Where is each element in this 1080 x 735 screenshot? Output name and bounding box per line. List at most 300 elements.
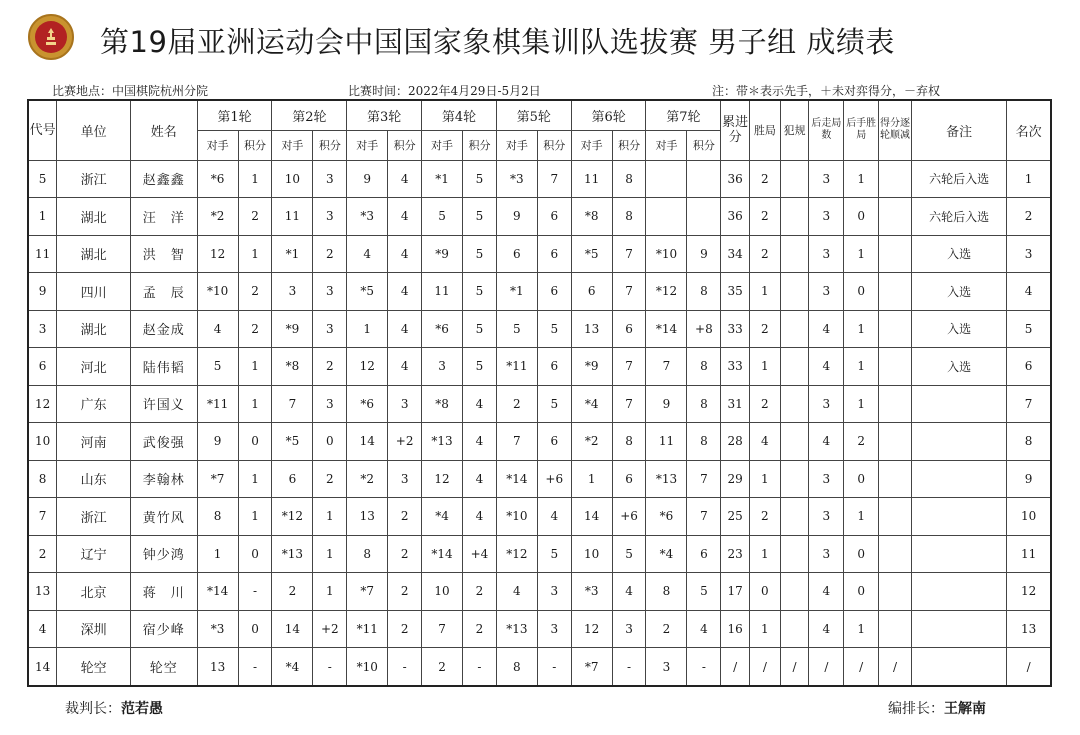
- header-opponent: 对手: [347, 130, 388, 160]
- second-wins-cell: 1: [844, 235, 879, 273]
- unit-cell: 深圳: [57, 610, 131, 648]
- points-cell: 0: [238, 610, 272, 648]
- second-games-cell: 4: [809, 310, 844, 348]
- opponent-cell: *8: [272, 348, 313, 386]
- rank-cell: 2: [1007, 198, 1051, 236]
- points-cell: 4: [388, 235, 422, 273]
- second-wins-cell: 0: [844, 535, 879, 573]
- second-wins-cell: 1: [844, 310, 879, 348]
- remark-cell: [911, 385, 1006, 423]
- arranger-name: 王解南: [944, 701, 986, 717]
- header-code: 代号: [28, 100, 57, 160]
- code-cell: 5: [28, 160, 57, 198]
- points-cell: 2: [238, 273, 272, 311]
- opponent-cell: *5: [272, 423, 313, 461]
- points-cell: 7: [687, 460, 721, 498]
- wins-cell: 2: [749, 160, 780, 198]
- opponent-cell: 12: [347, 348, 388, 386]
- points-cell: 3: [313, 198, 347, 236]
- points-cell: 8: [612, 198, 646, 236]
- header-round: 第7轮: [646, 100, 721, 130]
- second-wins-cell: 0: [844, 198, 879, 236]
- opponent-cell: 5: [496, 310, 537, 348]
- location-text: 比赛地点：中国棋院杭州分院: [52, 84, 209, 98]
- fouls-cell: [780, 235, 809, 273]
- chief-referee-name: 范若愚: [121, 701, 163, 717]
- remark-cell: [911, 573, 1006, 611]
- second-wins-cell: /: [844, 648, 879, 687]
- points-cell: 6: [537, 198, 571, 236]
- points-cell: 5: [463, 160, 497, 198]
- fouls-cell: [780, 160, 809, 198]
- header-points: 积分: [687, 130, 721, 160]
- table-row: [28, 610, 1051, 648]
- wins-cell: 2: [749, 235, 780, 273]
- remark-cell: [911, 535, 1006, 573]
- opponent-cell: 8: [646, 573, 687, 611]
- name-cell: 许国义: [130, 385, 197, 423]
- rank-cell: 10: [1007, 498, 1051, 536]
- score-reduce-cell: [879, 423, 912, 461]
- header-second-games: 后走局数: [809, 100, 844, 160]
- points-cell: 8: [612, 160, 646, 198]
- points-cell: 4: [463, 460, 497, 498]
- code-cell: 14: [28, 648, 57, 687]
- points-cell: 0: [313, 423, 347, 461]
- opponent-cell: *10: [197, 273, 238, 311]
- header-opponent: 对手: [422, 130, 463, 160]
- code-cell: 2: [28, 535, 57, 573]
- points-cell: 6: [687, 535, 721, 573]
- opponent-cell: 12: [422, 460, 463, 498]
- code-cell: 3: [28, 310, 57, 348]
- opponent-cell: 4: [347, 235, 388, 273]
- code-cell: 13: [28, 573, 57, 611]
- opponent-cell: *1: [422, 160, 463, 198]
- score-reduce-cell: /: [879, 648, 912, 687]
- total-cell: 17: [721, 573, 750, 611]
- points-cell: 6: [612, 310, 646, 348]
- unit-cell: 浙江: [57, 498, 131, 536]
- points-cell: 1: [313, 535, 347, 573]
- rank-cell: 5: [1007, 310, 1051, 348]
- remark-cell: 六轮后入选: [911, 160, 1006, 198]
- points-cell: 3: [537, 573, 571, 611]
- wins-cell: 1: [749, 273, 780, 311]
- points-cell: 8: [687, 348, 721, 386]
- chief-referee-label: 裁判长：: [65, 701, 121, 717]
- points-cell: 2: [238, 198, 272, 236]
- total-cell: 34: [721, 235, 750, 273]
- wins-cell: 2: [749, 498, 780, 536]
- header-opponent: 对手: [571, 130, 612, 160]
- remark-cell: [911, 610, 1006, 648]
- opponent-cell: *9: [272, 310, 313, 348]
- chief-referee: [65, 698, 163, 718]
- points-cell: 0: [238, 423, 272, 461]
- time-text: 比赛时间：2022年4月29日-5月2日: [348, 84, 541, 98]
- points-cell: -: [687, 648, 721, 687]
- table-row: [28, 273, 1051, 311]
- opponent-cell: 14: [571, 498, 612, 536]
- points-cell: 4: [388, 348, 422, 386]
- header-opponent: 对手: [496, 130, 537, 160]
- points-cell: 4: [687, 610, 721, 648]
- opponent-cell: *11: [496, 348, 537, 386]
- table-row: [28, 460, 1051, 498]
- opponent-cell: *14: [422, 535, 463, 573]
- total-cell: 28: [721, 423, 750, 461]
- remark-cell: 六轮后入选: [911, 198, 1006, 236]
- points-cell: -: [612, 648, 646, 687]
- name-cell: 陆伟韬: [130, 348, 197, 386]
- points-cell: +6: [537, 460, 571, 498]
- code-cell: 7: [28, 498, 57, 536]
- arranger: [888, 698, 986, 718]
- points-cell: 4: [463, 385, 497, 423]
- opponent-cell: *7: [571, 648, 612, 687]
- opponent-cell: *1: [496, 273, 537, 311]
- opponent-cell: 10: [571, 535, 612, 573]
- rank-cell: 11: [1007, 535, 1051, 573]
- second-games-cell: 3: [809, 498, 844, 536]
- wins-cell: 4: [749, 423, 780, 461]
- opponent-cell: *4: [646, 535, 687, 573]
- points-cell: 4: [612, 573, 646, 611]
- points-cell: +2: [388, 423, 422, 461]
- points-cell: 2: [388, 498, 422, 536]
- table-row: [28, 348, 1051, 386]
- opponent-cell: *10: [646, 235, 687, 273]
- fouls-cell: [780, 423, 809, 461]
- unit-cell: 湖北: [57, 235, 131, 273]
- points-cell: [687, 198, 721, 236]
- opponent-cell: 2: [422, 648, 463, 687]
- code-cell: 1: [28, 198, 57, 236]
- score-reduce-cell: [879, 198, 912, 236]
- opponent-cell: *1: [272, 235, 313, 273]
- points-cell: 5: [463, 198, 497, 236]
- remark-cell: [911, 648, 1006, 687]
- unit-cell: 湖北: [57, 310, 131, 348]
- name-cell: 钟少鸿: [130, 535, 197, 573]
- points-cell: 2: [313, 235, 347, 273]
- unit-cell: 湖北: [57, 198, 131, 236]
- fouls-cell: [780, 573, 809, 611]
- points-cell: 1: [238, 385, 272, 423]
- table-row: [28, 235, 1051, 273]
- header-score-reduce: 得分逐轮顺减: [879, 100, 912, 160]
- wins-cell: 1: [749, 348, 780, 386]
- points-cell: 2: [313, 460, 347, 498]
- score-reduce-cell: [879, 348, 912, 386]
- second-games-cell: 4: [809, 423, 844, 461]
- opponent-cell: *13: [272, 535, 313, 573]
- points-cell: 6: [537, 348, 571, 386]
- table-row: [28, 573, 1051, 611]
- total-cell: 16: [721, 610, 750, 648]
- points-cell: -: [238, 573, 272, 611]
- score-reduce-cell: [879, 310, 912, 348]
- total-cell: 36: [721, 160, 750, 198]
- opponent-cell: *4: [571, 385, 612, 423]
- opponent-cell: *5: [571, 235, 612, 273]
- opponent-cell: 3: [272, 273, 313, 311]
- header-total: 累进分: [721, 100, 750, 160]
- opponent-cell: 3: [422, 348, 463, 386]
- points-cell: 3: [388, 460, 422, 498]
- opponent-cell: *3: [496, 160, 537, 198]
- score-reduce-cell: [879, 610, 912, 648]
- code-cell: 12: [28, 385, 57, 423]
- opponent-cell: 14: [272, 610, 313, 648]
- opponent-cell: *4: [272, 648, 313, 687]
- second-games-cell: 3: [809, 198, 844, 236]
- header-unit: 单位: [57, 100, 131, 160]
- unit-cell: 河北: [57, 348, 131, 386]
- opponent-cell: 1: [197, 535, 238, 573]
- opponent-cell: 2: [272, 573, 313, 611]
- code-cell: 6: [28, 348, 57, 386]
- opponent-cell: *2: [347, 460, 388, 498]
- points-cell: +6: [612, 498, 646, 536]
- opponent-cell: *7: [347, 573, 388, 611]
- name-cell: 蒋 川: [130, 573, 197, 611]
- opponent-cell: 9: [496, 198, 537, 236]
- total-cell: 23: [721, 535, 750, 573]
- opponent-cell: *12: [496, 535, 537, 573]
- points-cell: 7: [687, 498, 721, 536]
- opponent-cell: 11: [571, 160, 612, 198]
- name-cell: 轮空: [130, 648, 197, 687]
- unit-cell: 北京: [57, 573, 131, 611]
- points-cell: 9: [687, 235, 721, 273]
- opponent-cell: *13: [422, 423, 463, 461]
- second-games-cell: /: [809, 648, 844, 687]
- header-opponent: 对手: [272, 130, 313, 160]
- wins-cell: 2: [749, 385, 780, 423]
- points-cell: 5: [463, 235, 497, 273]
- points-cell: 2: [388, 535, 422, 573]
- unit-cell: 四川: [57, 273, 131, 311]
- opponent-cell: 13: [347, 498, 388, 536]
- points-cell: 5: [537, 385, 571, 423]
- code-cell: 10: [28, 423, 57, 461]
- opponent-cell: 1: [347, 310, 388, 348]
- header-second-wins: 后手胜局: [844, 100, 879, 160]
- opponent-cell: *2: [571, 423, 612, 461]
- header-opponent: 对手: [646, 130, 687, 160]
- points-cell: 3: [537, 610, 571, 648]
- header-points: 积分: [313, 130, 347, 160]
- opponent-cell: 2: [646, 610, 687, 648]
- opponent-cell: 6: [272, 460, 313, 498]
- points-cell: 7: [612, 348, 646, 386]
- header-round: 第3轮: [347, 100, 422, 130]
- points-cell: 8: [687, 385, 721, 423]
- remark-cell: [911, 498, 1006, 536]
- fouls-cell: [780, 385, 809, 423]
- points-cell: 1: [313, 498, 347, 536]
- opponent-cell: [646, 198, 687, 236]
- points-cell: 6: [537, 273, 571, 311]
- wins-cell: 1: [749, 460, 780, 498]
- page-title: 第19届亚洲运动会中国国家象棋集训队选拔赛 男子组 成绩表: [100, 25, 895, 59]
- opponent-cell: *9: [422, 235, 463, 273]
- code-cell: 9: [28, 273, 57, 311]
- fouls-cell: [780, 198, 809, 236]
- points-cell: +4: [463, 535, 497, 573]
- opponent-cell: *14: [197, 573, 238, 611]
- total-cell: /: [721, 648, 750, 687]
- second-games-cell: 3: [809, 235, 844, 273]
- points-cell: 4: [388, 198, 422, 236]
- second-games-cell: 3: [809, 160, 844, 198]
- total-cell: 29: [721, 460, 750, 498]
- points-cell: -: [537, 648, 571, 687]
- remark-cell: [911, 423, 1006, 461]
- opponent-cell: 13: [571, 310, 612, 348]
- header-wins: 胜局: [749, 100, 780, 160]
- second-wins-cell: 1: [844, 348, 879, 386]
- points-cell: 5: [463, 273, 497, 311]
- points-cell: 3: [313, 273, 347, 311]
- opponent-cell: *3: [571, 573, 612, 611]
- opponent-cell: 8: [197, 498, 238, 536]
- points-cell: 2: [463, 573, 497, 611]
- total-cell: 36: [721, 198, 750, 236]
- total-cell: 33: [721, 310, 750, 348]
- second-games-cell: 3: [809, 273, 844, 311]
- table-row: [28, 310, 1051, 348]
- points-cell: 5: [537, 535, 571, 573]
- opponent-cell: *4: [422, 498, 463, 536]
- logo: [28, 14, 74, 60]
- points-cell: 1: [238, 160, 272, 198]
- rank-cell: 1: [1007, 160, 1051, 198]
- opponent-cell: 8: [347, 535, 388, 573]
- rank-cell: 12: [1007, 573, 1051, 611]
- opponent-cell: *9: [571, 348, 612, 386]
- rank-cell: 7: [1007, 385, 1051, 423]
- code-cell: 11: [28, 235, 57, 273]
- points-cell: 5: [463, 310, 497, 348]
- name-cell: 赵金成: [130, 310, 197, 348]
- opponent-cell: 6: [571, 273, 612, 311]
- opponent-cell: 8: [496, 648, 537, 687]
- table-row: [28, 498, 1051, 536]
- points-cell: 8: [687, 273, 721, 311]
- unit-cell: 辽宁: [57, 535, 131, 573]
- wins-cell: 1: [749, 535, 780, 573]
- opponent-cell: *12: [646, 273, 687, 311]
- points-cell: 1: [238, 235, 272, 273]
- header-round: 第2轮: [272, 100, 347, 130]
- header-rank: 名次: [1007, 100, 1051, 160]
- opponent-cell: 2: [496, 385, 537, 423]
- fouls-cell: [780, 535, 809, 573]
- rank-cell: /: [1007, 648, 1051, 687]
- opponent-cell: 12: [571, 610, 612, 648]
- table-row: [28, 535, 1051, 573]
- unit-cell: 河南: [57, 423, 131, 461]
- fouls-cell: [780, 498, 809, 536]
- legend-note: 注：带＊表示先手，＋未对弈得分，－弃权: [712, 84, 941, 98]
- rank-cell: 13: [1007, 610, 1051, 648]
- name-cell: 宿少峰: [130, 610, 197, 648]
- unit-cell: 山东: [57, 460, 131, 498]
- points-cell: 6: [612, 460, 646, 498]
- table-row: [28, 385, 1051, 423]
- score-reduce-cell: [879, 460, 912, 498]
- opponent-cell: 7: [646, 348, 687, 386]
- score-table: [27, 99, 1052, 687]
- opponent-cell: *8: [571, 198, 612, 236]
- score-reduce-cell: [879, 498, 912, 536]
- second-games-cell: 4: [809, 348, 844, 386]
- points-cell: 2: [313, 348, 347, 386]
- opponent-cell: *3: [197, 610, 238, 648]
- points-cell: 4: [388, 310, 422, 348]
- points-cell: 6: [537, 235, 571, 273]
- fouls-cell: [780, 610, 809, 648]
- opponent-cell: *6: [422, 310, 463, 348]
- rank-cell: 8: [1007, 423, 1051, 461]
- fouls-cell: [780, 348, 809, 386]
- points-cell: 7: [612, 385, 646, 423]
- header-round: 第1轮: [197, 100, 272, 130]
- rank-cell: 6: [1007, 348, 1051, 386]
- points-cell: 7: [612, 235, 646, 273]
- score-reduce-cell: [879, 160, 912, 198]
- opponent-cell: [646, 160, 687, 198]
- wins-cell: 1: [749, 610, 780, 648]
- points-cell: 5: [537, 310, 571, 348]
- second-wins-cell: 0: [844, 573, 879, 611]
- name-cell: 武俊强: [130, 423, 197, 461]
- second-wins-cell: 0: [844, 460, 879, 498]
- opponent-cell: *6: [197, 160, 238, 198]
- opponent-cell: 11: [272, 198, 313, 236]
- header-points: 积分: [238, 130, 272, 160]
- points-cell: 6: [537, 423, 571, 461]
- header-round: 第5轮: [496, 100, 571, 130]
- rank-cell: 3: [1007, 235, 1051, 273]
- name-cell: 孟 辰: [130, 273, 197, 311]
- fouls-cell: [780, 310, 809, 348]
- opponent-cell: 14: [347, 423, 388, 461]
- points-cell: 7: [612, 273, 646, 311]
- opponent-cell: 10: [422, 573, 463, 611]
- points-cell: 3: [612, 610, 646, 648]
- opponent-cell: 7: [422, 610, 463, 648]
- second-games-cell: 3: [809, 460, 844, 498]
- score-table-body: [28, 160, 1051, 686]
- opponent-cell: 9: [347, 160, 388, 198]
- opponent-cell: *11: [197, 385, 238, 423]
- points-cell: 8: [687, 423, 721, 461]
- total-cell: 25: [721, 498, 750, 536]
- points-cell: 8: [612, 423, 646, 461]
- name-cell: 黄竹风: [130, 498, 197, 536]
- table-row: [28, 648, 1051, 687]
- header-remark: 备注: [911, 100, 1006, 160]
- points-cell: 5: [463, 348, 497, 386]
- points-cell: 1: [238, 460, 272, 498]
- remark-cell: 入选: [911, 348, 1006, 386]
- header-points: 积分: [612, 130, 646, 160]
- points-cell: 2: [463, 610, 497, 648]
